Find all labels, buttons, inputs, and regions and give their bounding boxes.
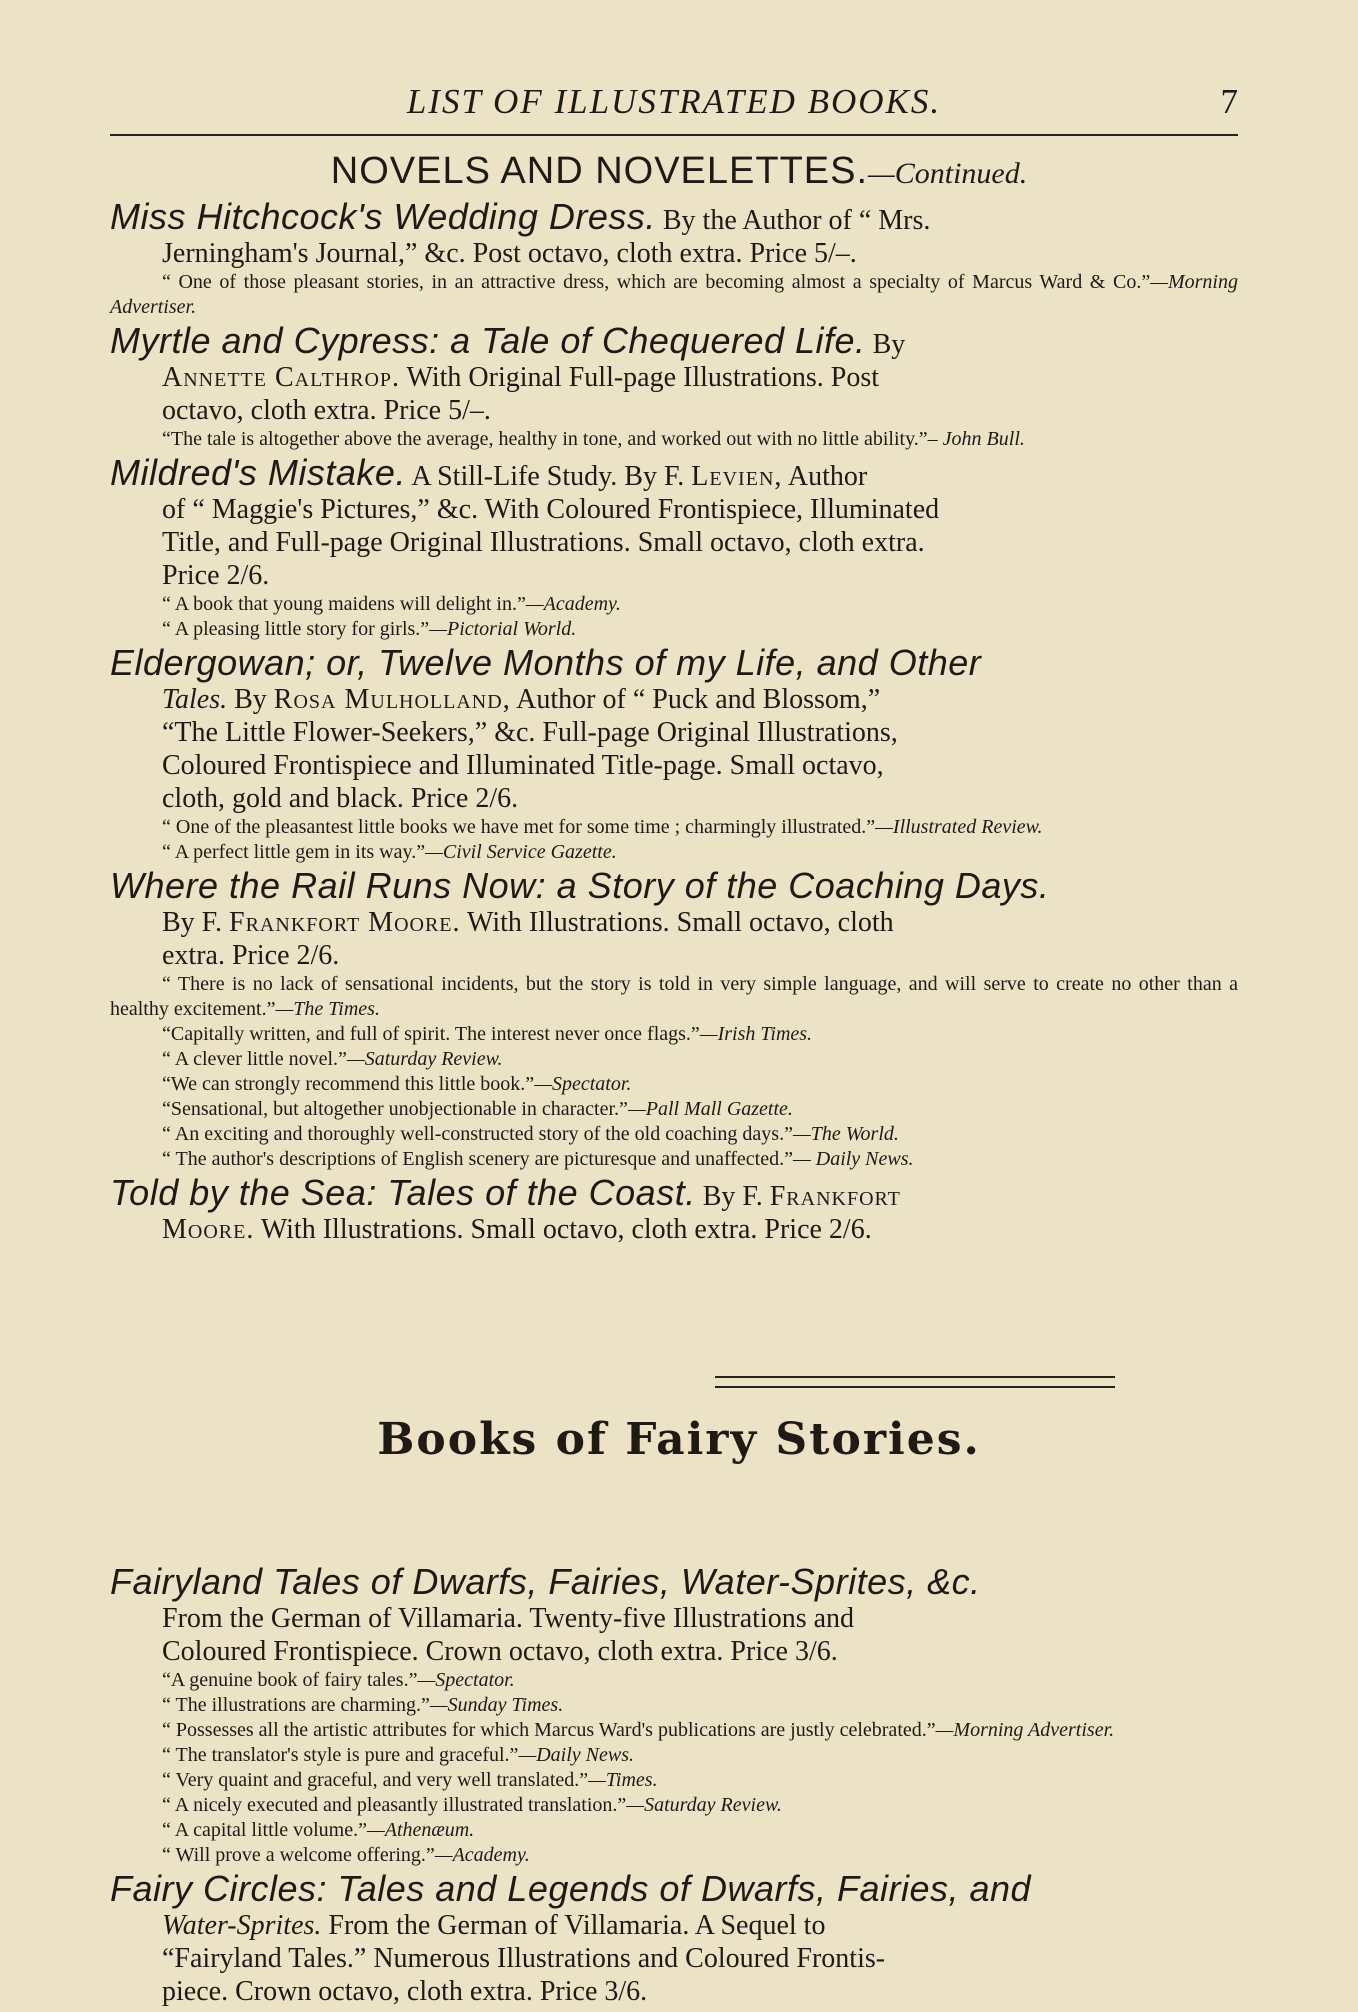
review-source: —Academy.: [525, 593, 621, 615]
review-quote: “ A pleasing little story for girls.”—Pictorial World.: [162, 618, 577, 640]
fairy-list: [110, 1561, 1238, 2012]
book-entry: [110, 1172, 1238, 1246]
review-quote: “ One of those pleasant stories, in an attractive dress, which are becoming almost a specialty of Marcus Ward & Co.”—Morning Advertiser.: [110, 271, 1238, 318]
book-title: Miss Hitchcock's Wedding Dress.: [110, 196, 656, 237]
review-quote: “ A book that young maidens will delight in.”—Academy.: [162, 593, 621, 615]
review-quote: “ An exciting and thoroughly well-constructed story of the old coaching days.”—The World.: [162, 1123, 899, 1145]
novels-list: [110, 196, 1238, 1250]
book-desc: octavo, cloth extra. Price 5/–.: [162, 395, 491, 426]
book-desc: piece. Crown octavo, cloth extra. Price 3/6.: [162, 1976, 648, 2007]
entry-first-line: [110, 320, 1238, 361]
section-title-fairy: Books of Fairy Stories.: [377, 1414, 981, 1465]
review-quote: “ The author's descriptions of English scenery are picturesque and unaffected.”— Daily News.: [162, 1148, 914, 1170]
author-name: Annette Calthrop.: [162, 362, 401, 393]
entry-first-line: [110, 865, 1238, 906]
book-desc: By: [872, 329, 906, 360]
review-quote: “ A nicely executed and pleasantly illustrated translation.”—Saturday Review.: [162, 1794, 782, 1816]
book-desc: “Fairyland Tales.” Numerous Illustrations and Coloured Frontis-: [162, 1943, 886, 1974]
review-source: —The World.: [792, 1123, 899, 1145]
review-quote: “ Very quaint and graceful, and very well translated.”—Times.: [162, 1769, 658, 1791]
book-desc: By the Author of “ Mrs.: [662, 205, 931, 236]
running-head: [110, 74, 1238, 126]
review-source: —Spectator.: [417, 1669, 515, 1691]
review-source: —Times.: [588, 1769, 658, 1791]
review-source: —Irish Times.: [699, 1023, 813, 1045]
section-title-text: NOVELS AND NOVELETTES.: [330, 150, 869, 192]
header-rule: [110, 134, 1238, 136]
author-name: Rosa Mulholland,: [273, 684, 511, 715]
book-desc: extra. Price 2/6.: [162, 940, 340, 971]
book-title: Fairyland Tales of Dwarfs, Fairies, Water-Sprites, &c.: [110, 1561, 981, 1602]
review-quote: “ One of the pleasantest little books we have met for some time ; charmingly illustrated.”—Illustrated Review.: [162, 816, 1043, 838]
review-source: —The Times.: [275, 998, 380, 1020]
review-source: —Athenæum.: [366, 1819, 475, 1841]
review-quote: “We can strongly recommend this little book.”—Spectator.: [162, 1073, 632, 1095]
review-source: —Morning Advertiser.: [935, 1719, 1115, 1741]
review-source: —Daily News.: [518, 1744, 634, 1766]
review-source: —Saturday Review.: [346, 1048, 503, 1070]
section-continued: —Continued.: [868, 157, 1028, 190]
entry-first-line: [110, 1868, 1238, 1909]
review-source: — Daily News.: [792, 1148, 914, 1170]
book-desc: Title, and Full-page Original Illustrations. Small octavo, cloth extra.: [162, 527, 925, 558]
book-desc: By F. Frankfort Moore. With Illustrations. Small octavo, cloth: [162, 907, 894, 938]
book-desc: of “ Maggie's Pictures,” &c. With Coloured Frontispiece, Illuminated: [162, 494, 940, 525]
review-source: —Morning Advertiser.: [110, 271, 1238, 318]
book-desc: Tales. By Rosa Mulholland, Author of “ Puck and Blossom,”: [162, 684, 881, 715]
author-name: Frankfort: [769, 1181, 901, 1212]
review-source: —Pall Mall Gazette.: [627, 1098, 793, 1120]
book-entry: [110, 1561, 1238, 1868]
book-desc: Jerningham's Journal,” &c. Post octavo, cloth extra. Price 5/–.: [162, 238, 857, 269]
review-quote: “A genuine book of fairy tales.”—Spectator.: [162, 1669, 515, 1691]
book-title: Where the Rail Runs Now: a Story of the Coaching Days.: [110, 865, 1050, 906]
book-desc: “The Little Flower-Seekers,” &c. Full-page Original Illustrations,: [162, 717, 898, 748]
review-quote: “ A perfect little gem in its way.”—Civil Service Gazette.: [162, 841, 617, 863]
book-entry: [110, 865, 1238, 1172]
entry-first-line: Mildred's Mistake. A Still-Life Study. By F. Levien, Author: [110, 452, 868, 493]
book-entry: [110, 642, 1238, 865]
book-title: Eldergowan; or, Twelve Months of my Life, and Other: [110, 642, 982, 683]
section-divider: [715, 1376, 1115, 1388]
book-desc: Moore. With Illustrations. Small octavo, cloth extra. Price 2/6.: [162, 1214, 872, 1245]
book-desc: Price 2/6.: [162, 560, 270, 591]
review-quote: “ Will prove a welcome offering.”—Academy.: [162, 1844, 530, 1866]
review-source: —Academy.: [434, 1844, 530, 1866]
entry-first-line: [110, 1561, 1238, 1602]
author-name: Moore.: [162, 1214, 255, 1245]
running-title: LIST OF ILLUSTRATED BOOKS.: [406, 82, 942, 121]
book-desc: Coloured Frontispiece and Illuminated Title-page. Small octavo,: [162, 750, 884, 781]
review-source: —Saturday Review.: [626, 1794, 782, 1816]
book-desc: Annette Calthrop. With Original Full-page Illustrations. Post: [162, 362, 880, 393]
book-desc: cloth, gold and black. Price 2/6.: [162, 783, 519, 814]
book-entry: [110, 196, 1238, 320]
review-quote: “ Possesses all the artistic attributes for which Marcus Ward's publications are justly celebrated.”—Morning Advertiser.: [162, 1719, 1115, 1741]
review-quote: “Sensational, but altogether unobjectionable in character.”—Pall Mall Gazette.: [162, 1098, 793, 1120]
book-entry: [110, 320, 1238, 452]
book-title: Mildred's Mistake.: [110, 452, 406, 493]
review-source: —Civil Service Gazette.: [425, 841, 617, 863]
review-quote: “Capitally written, and full of spirit. The interest never once flags.”—Irish Times.: [162, 1023, 813, 1045]
book-title: Fairy Circles: Tales and Legends of Dwarfs, Fairies, and: [110, 1868, 1032, 1909]
entry-first-line: [110, 642, 1238, 683]
entry-first-line: [110, 196, 1238, 237]
book-desc: Coloured Frontispiece. Crown octavo, cloth extra. Price 3/6.: [162, 1636, 838, 1667]
book-entry: [110, 452, 1238, 642]
review-quote: “ A capital little volume.”—Athenæum.: [162, 1819, 475, 1841]
book-entry: [110, 1868, 1238, 2008]
review-source: —Pictorial World.: [429, 618, 577, 640]
book-desc: Water-Sprites. From the German of Villamaria. A Sequel to: [162, 1910, 826, 1941]
book-desc: From the German of Villamaria. Twenty-five Illustrations and: [162, 1603, 855, 1634]
review-source: —Illustrated Review.: [875, 816, 1043, 838]
page-number: 7: [1220, 82, 1238, 121]
book-title: Told by the Sea: Tales of the Coast.: [110, 1172, 696, 1213]
review-quote: “ There is no lack of sensational incidents, but the story is told in very simple language, and will serve to create no other than a healthy excitement.”—The Times.: [110, 973, 1238, 1020]
author-name: Levien,: [691, 461, 783, 492]
review-source: —Sunday Times.: [429, 1694, 564, 1716]
review-quote: “ The illustrations are charming.”—Sunday Times.: [162, 1694, 564, 1716]
review-quote: “The tale is altogether above the average, healthy in tone, and worked out with no little ability.”– John Bull.: [162, 428, 1025, 450]
section-title: [0, 150, 1358, 193]
review-source: —Spectator.: [534, 1073, 632, 1095]
review-quote: “ The translator's style is pure and graceful.”—Daily News.: [162, 1744, 634, 1766]
entry-first-line: Told by the Sea: Tales of the Coast. By F. Frankfort: [110, 1172, 901, 1213]
author-name: Frankfort Moore.: [229, 907, 461, 938]
review-quote: “ A clever little novel.”—Saturday Review.: [162, 1048, 503, 1070]
review-source: – John Bull.: [927, 428, 1025, 450]
book-title: Myrtle and Cypress: a Tale of Chequered Life.: [110, 320, 866, 361]
